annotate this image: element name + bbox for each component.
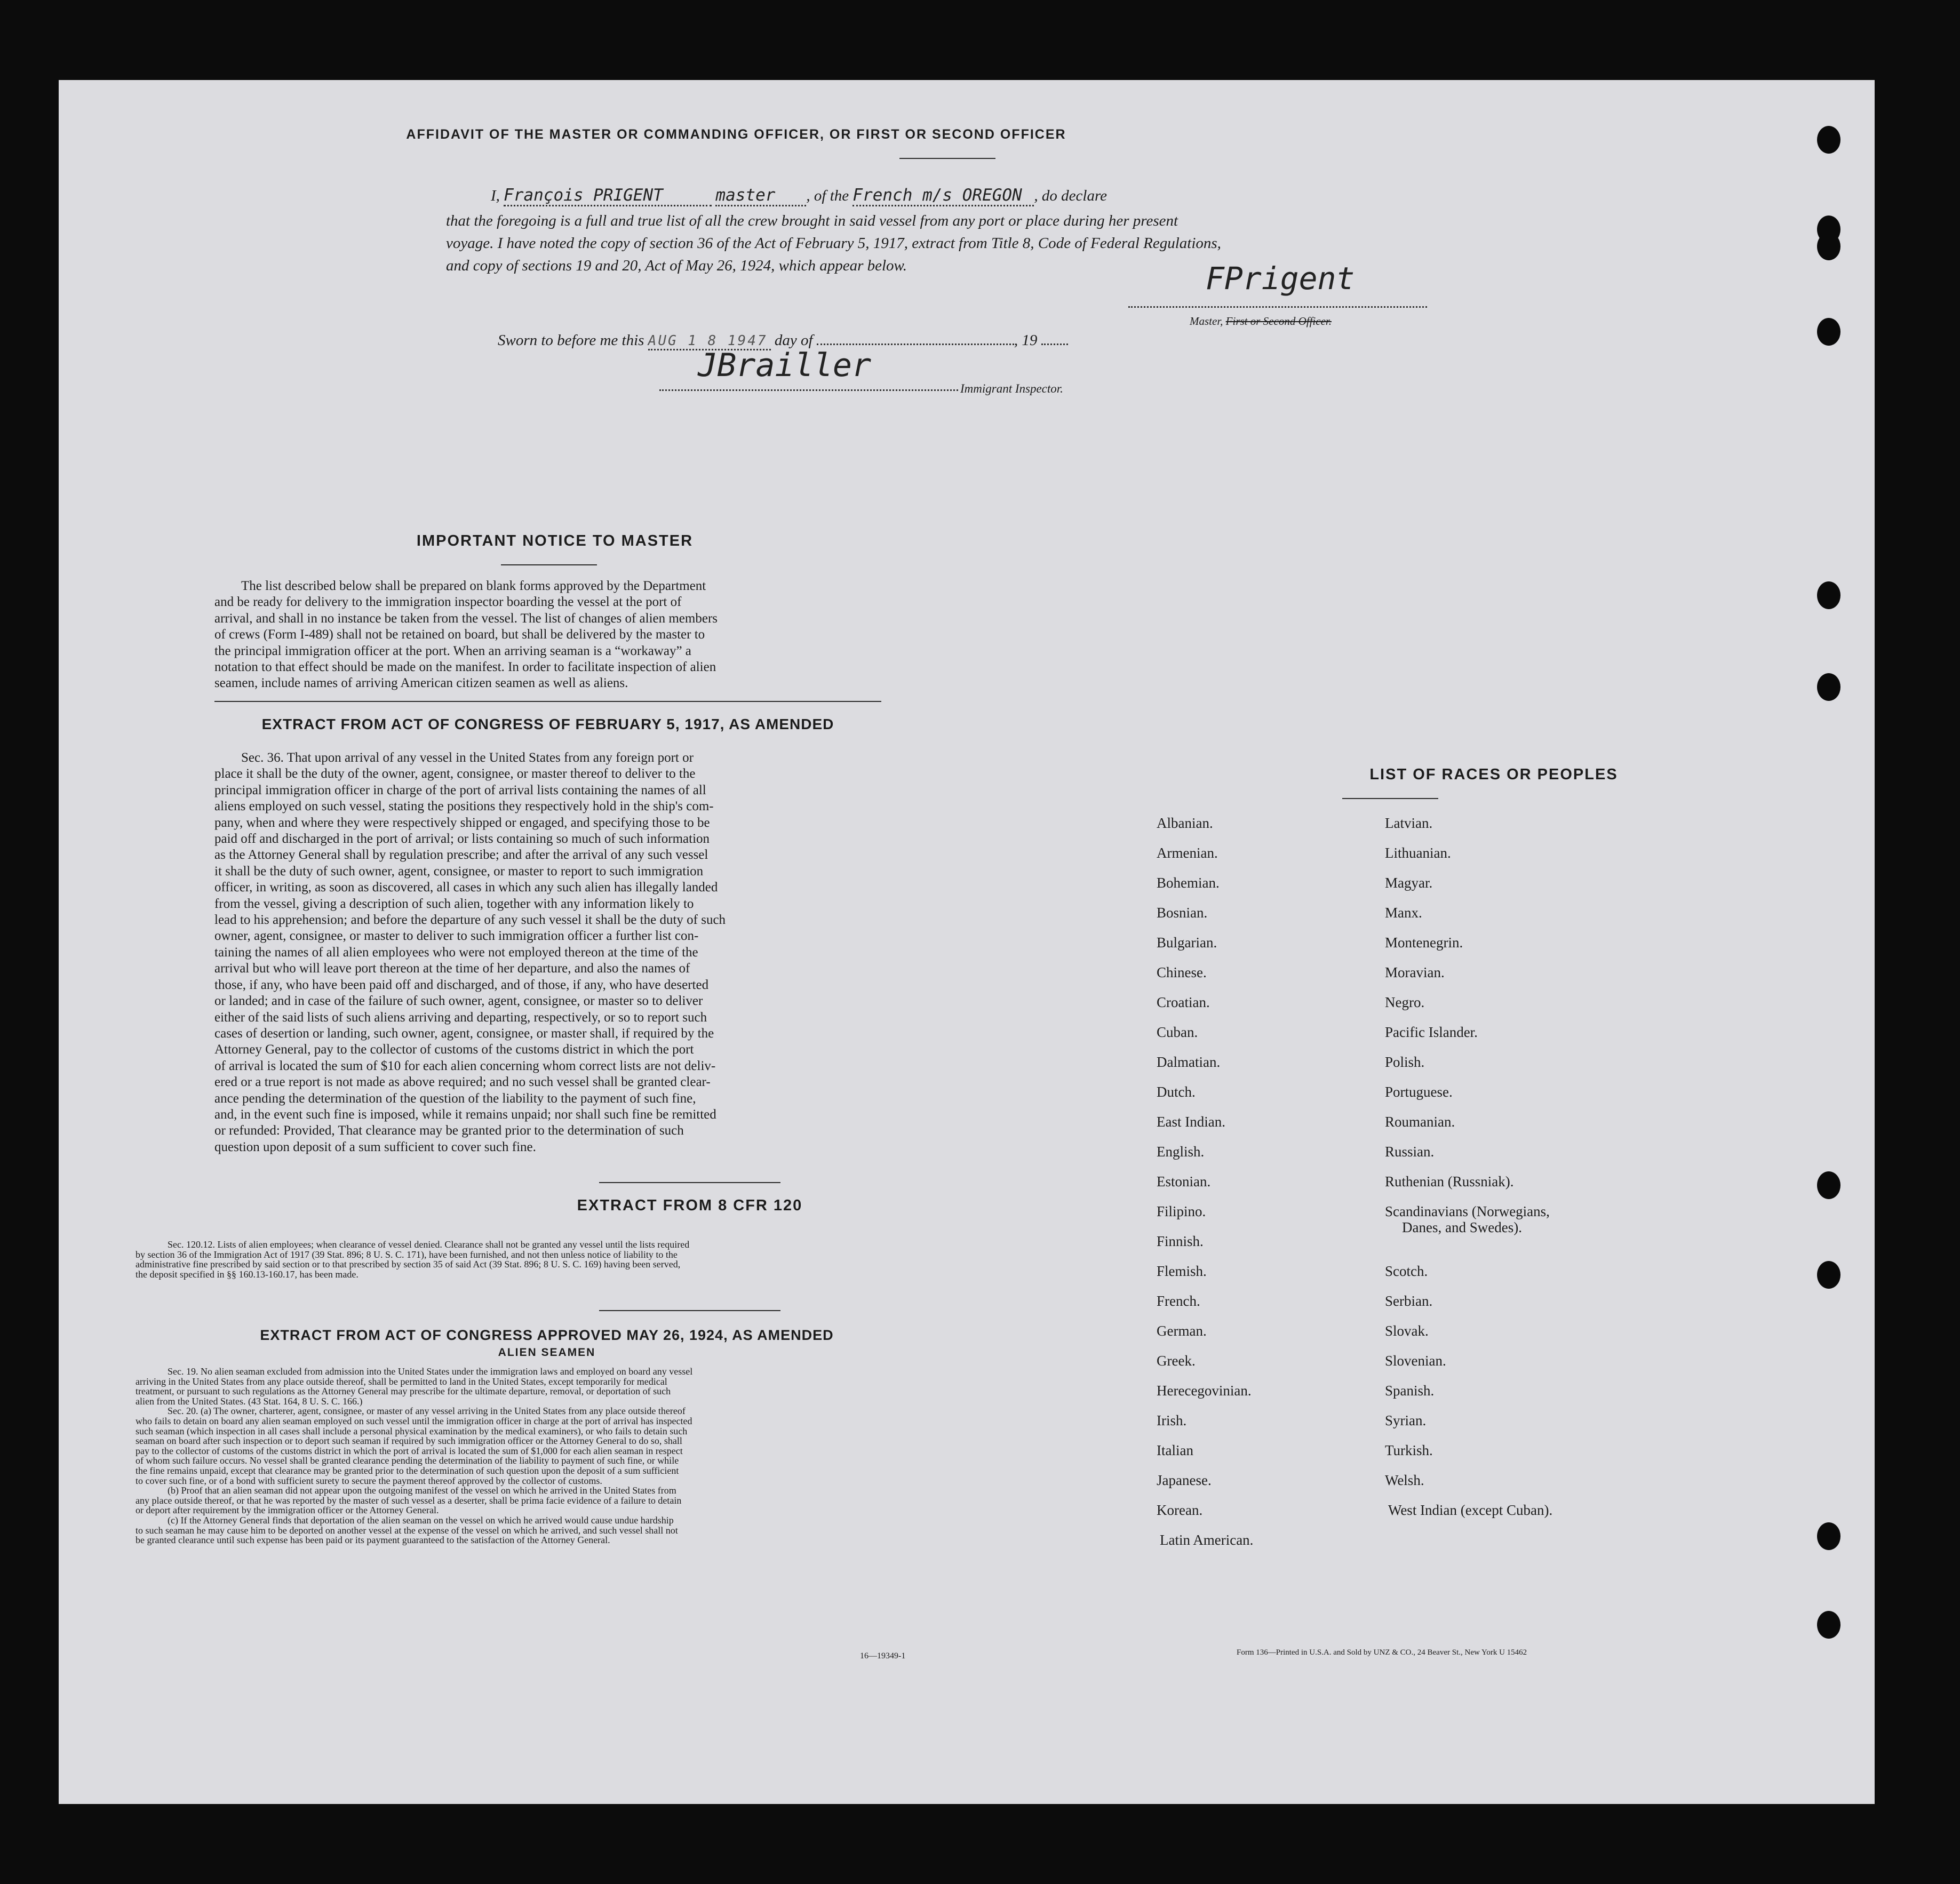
extract-1917-line: ance pending the determination of the question of the liability to the payment of such fine, xyxy=(214,1091,696,1106)
extract-1917-line: arrival but who will leave port thereon at the time of her departure, and also the names of xyxy=(214,961,690,976)
extract-1917-line: officer, in writing, as soon as discovered, all cases in which any such alien has illegally landed xyxy=(214,880,718,895)
race-item: Finnish. xyxy=(1157,1233,1204,1249)
extract-1924-line: (c) If the Attorney General finds that deportation of the alien seaman on the vessel on which he arrived would cause undue hardship xyxy=(168,1514,674,1526)
master-name-field[interactable]: François PRIGENT xyxy=(504,186,712,206)
extract-1917-line: cases of desertion or landing, such owner, agent, consignee, or master shall, if required by the xyxy=(214,1026,714,1041)
punch-hole xyxy=(1817,126,1841,154)
race-item: Latin American. xyxy=(1160,1532,1254,1548)
race-item: Portuguese. xyxy=(1385,1084,1453,1100)
extract-1917-line: pany, when and where they were respectively shipped or engaged, and specifying those to be xyxy=(214,815,710,830)
extract-1924-line: Sec. 19. No alien seaman excluded from admission into the United States under the immigration laws and employed on board any vessel xyxy=(168,1366,693,1377)
cfr-title: EXTRACT FROM 8 CFR 120 xyxy=(577,1197,803,1214)
race-item: Manx. xyxy=(1385,905,1422,921)
race-item: Ruthenian (Russniak). xyxy=(1385,1173,1514,1190)
affidavit-title: AFFIDAVIT OF THE MASTER OR COMMANDING OFFICER, OR FIRST OR SECOND OFFICER xyxy=(406,127,1066,142)
extract-1924-line: the fine remains unpaid, except that clearance may be granted prior to the determination of such question upon the deposit of a sum sufficient xyxy=(136,1465,679,1476)
extract-1917-line: aliens employed on such vessel, stating the positions they respectively hold in the ship's com- xyxy=(214,799,714,814)
race-item: Polish. xyxy=(1385,1054,1425,1070)
extract-1917-line: from the vessel, giving a description of such alien, together with any information likely to xyxy=(214,896,694,911)
race-item: Japanese. xyxy=(1157,1472,1212,1488)
vessel-field[interactable] xyxy=(852,186,1034,206)
extract-1917-line: as the Attorney General shall by regulation prescribe; and after the arrival of any such vessel xyxy=(214,848,708,863)
race-item: Pacific Islander. xyxy=(1385,1024,1478,1040)
races-title: LIST OF RACES OR PEOPLES xyxy=(1369,766,1618,783)
punch-hole xyxy=(1817,673,1841,701)
cfr-line: administrative fine prescribed by said section or to that prescribed by section 35 of said Act (39 Stat. 896; 8 U. S. C. 169) having been served, xyxy=(136,1259,681,1270)
extract-1917-line: of arrival is located the sum of $10 for each alien concerning whom correct lists are not deliv- xyxy=(214,1058,716,1073)
form-page xyxy=(59,80,1875,1804)
notice-line: and be ready for delivery to the immigration inspector boarding the vessel at the port of xyxy=(214,595,682,610)
race-item: Lithuanian. xyxy=(1385,845,1451,861)
extract-1917-line: it shall be the duty of such owner, agent, consignee, or master to report to such immigration xyxy=(214,864,704,879)
extract-1917-line: those, if any, who have been paid off and discharged, and of those, if any, who have deserted xyxy=(214,977,709,992)
notice-line: seamen, include names of arriving American citizen seamen as well as aliens. xyxy=(214,676,628,691)
extract-1924-line: or deport after requirement by the immigration officer or the Attorney General. xyxy=(136,1505,439,1516)
extract-1924-line: seaman on board after such inspection or to deport such seaman if required by such immigration officer or the Attorney General to do so, shall xyxy=(136,1435,682,1447)
race-item: Scandinavians (Norwegians, xyxy=(1385,1203,1550,1219)
vessel-type: m/s xyxy=(922,186,953,205)
race-item: Chinese. xyxy=(1157,964,1207,980)
notice-title-rule xyxy=(501,564,597,565)
race-item: Slovak. xyxy=(1385,1323,1429,1339)
extract-1917-line: question upon deposit of a sum sufficient to cover such fine. xyxy=(214,1139,536,1154)
race-item: Cuban. xyxy=(1157,1024,1198,1040)
vessel-nationality: French xyxy=(852,186,913,205)
race-item: Bohemian. xyxy=(1157,875,1220,891)
do-declare-label: , do declare xyxy=(1034,187,1108,204)
race-item: Danes, and Swedes). xyxy=(1402,1219,1522,1235)
race-item: Korean. xyxy=(1157,1502,1203,1518)
declaration-line-2: that the foregoing is a full and true list of all the crew brought in said vessel from any port or place during her present xyxy=(446,212,1178,229)
race-item: German. xyxy=(1157,1323,1207,1339)
extract-1924-line: of whom such failure occurs. No vessel shall be granted clearance pending the determination of the liability to payment of such fine, or while xyxy=(136,1455,679,1466)
declaration-line-4: and copy of sections 19 and 20, Act of May 26, 1924, which appear below. xyxy=(446,257,907,274)
extract-1924-top-rule xyxy=(599,1310,780,1311)
extract-1924-line: to such seaman he may cause him to be deported on another vessel at the expense of the vessel on which he arrived, and such vessel shall not xyxy=(136,1524,678,1536)
inspector-signature: JBrailler xyxy=(698,347,872,384)
race-item: Magyar. xyxy=(1385,875,1433,891)
extract-1917-line: Attorney General, pay to the collector of customs of the customs district in which the port xyxy=(214,1042,694,1057)
day-of-field[interactable] xyxy=(817,344,1014,345)
race-item: Dutch. xyxy=(1157,1084,1196,1100)
day-of-label: day of xyxy=(774,332,813,349)
extract-1917-body xyxy=(214,750,881,1155)
race-item: Serbian. xyxy=(1385,1293,1433,1309)
master-signature: FPrigent xyxy=(1206,260,1355,297)
race-item: Syrian. xyxy=(1385,1412,1427,1428)
cfr-body xyxy=(136,1240,968,1279)
extract-1924-line: to cover such fine, or of a bond with sufficient surety to secure the payment thereof approved by the collector of customs. xyxy=(136,1475,602,1486)
extract-1924-subtitle: ALIEN SEAMEN xyxy=(498,1346,596,1359)
punch-hole xyxy=(1817,581,1841,609)
extract-1924-line: (b) Proof that an alien seaman did not appear upon the outgoing manifest of the vessel on which he arrived in the United States from xyxy=(168,1485,676,1496)
extract-1924-line: alien from the United States. (43 Stat. 164, 8 U. S. C. 166.) xyxy=(136,1395,363,1407)
race-item: Roumanian. xyxy=(1385,1114,1455,1130)
printer-line: Form 136—Printed in U.S.A. and Sold by UNZ & CO., 24 Beaver St., New York U 15462 xyxy=(1237,1648,1527,1657)
race-item: Greek. xyxy=(1157,1353,1196,1369)
race-item: Turkish. xyxy=(1385,1442,1433,1458)
race-item: Russian. xyxy=(1385,1144,1435,1160)
vessel-name: OREGON xyxy=(962,186,1022,205)
punch-hole xyxy=(1817,1611,1841,1639)
extract-1917-line: taining the names of all alien employees who were not employed thereon at the time of the xyxy=(214,945,698,960)
inspector-label: Immigrant Inspector. xyxy=(960,382,1063,395)
race-item: Spanish. xyxy=(1385,1383,1435,1399)
cfr-top-rule xyxy=(599,1182,780,1183)
extract-1924-line: arriving in the United States from any place outside thereof, shall be permitted to land in the United States, except temporarily for medical xyxy=(136,1376,667,1387)
cfr-line: the deposit specified in §§ 160.13-160.17, has been made. xyxy=(136,1268,358,1280)
extract-1924-body xyxy=(136,1367,968,1545)
race-item: Italian xyxy=(1157,1442,1193,1458)
extract-1924-line: Sec. 20. (a) The owner, charterer, agent, consignee, or master of any vessel arriving in the United States from any place outside thereof xyxy=(168,1406,686,1417)
extract-1917-line: paid off and discharged in the port of arrival; or lists containing so much of such information xyxy=(214,832,710,847)
extract-1924-line: treatment, or pursuant to such regulations as the Attorney General may prescribe for the ultimate departure, removal, or deportation of such xyxy=(136,1386,671,1397)
notice-line: the principal immigration officer at the port. When an arriving seaman is a “workaway” a xyxy=(214,643,691,658)
extract-1917-title: EXTRACT FROM ACT OF CONGRESS OF FEBRUARY 5, 1917, AS AMENDED xyxy=(261,716,834,732)
races-title-rule xyxy=(1342,798,1438,799)
cfr-line: by section 36 of the Immigration Act of 1917 (39 Stat. 896; 8 U. S. C. 171), have been furnished, and not then unless notice of liability to the xyxy=(136,1249,678,1260)
caption-struck: First or Second Officer. xyxy=(1225,315,1332,328)
extract-1917-line: either of the said lists of such aliens arriving and departing, respectively, or so to report such xyxy=(214,1010,707,1025)
notice-body xyxy=(214,578,881,692)
sworn-label: Sworn to before me this xyxy=(498,332,644,349)
declaration-line-3: voyage. I have noted the copy of section 36 of the Act of February 5, 1917, extract from Title 8, Code of Federal Regulations, xyxy=(446,235,1221,252)
extract-1924-line: any place outside thereof, or that he was reported by the master of such vessel as a deserter, shall be prima facie evidence of a failure to detain xyxy=(136,1495,682,1506)
notice-line: arrival, and shall in no instance be taken from the vessel. The list of changes of alien members xyxy=(214,611,718,626)
race-item: Bosnian. xyxy=(1157,905,1208,921)
declaration-line-1 xyxy=(491,186,1107,206)
extract-1924-title: EXTRACT FROM ACT OF CONGRESS APPROVED MAY 26, 1924, AS AMENDED xyxy=(260,1327,834,1343)
race-item: Montenegrin. xyxy=(1385,935,1463,951)
rank-field[interactable]: master xyxy=(715,186,806,206)
signature-line[interactable] xyxy=(1128,306,1427,308)
race-item: Slovenian. xyxy=(1385,1353,1446,1369)
punch-hole xyxy=(1817,233,1841,260)
race-item: Estonian. xyxy=(1157,1173,1211,1190)
extract-1917-line: lead to his apprehension; and before the departure of any such vessel it shall be the duty of such xyxy=(214,913,726,928)
extract-1917-top-rule xyxy=(214,701,881,702)
race-item: Scotch. xyxy=(1385,1263,1428,1279)
race-item: Dalmatian. xyxy=(1157,1054,1221,1070)
extract-1917-line: or refunded: Provided, That clearance may be granted prior to the determination of such xyxy=(214,1123,684,1138)
sworn-date-stamp[interactable]: AUG 1 8 1947 xyxy=(648,333,771,350)
race-item: Irish. xyxy=(1157,1412,1187,1428)
notice-line: notation to that effect should be made on the manifest. In order to facilitate inspection of alien xyxy=(214,660,716,675)
extract-1917-line: and, in the event such fine is imposed, while it remains unpaid; nor shall such fine be remitted xyxy=(214,1107,716,1122)
notice-line: of crews (Form I-489) shall not be retained on board, but shall be delivered by the master to xyxy=(214,627,705,642)
punch-hole xyxy=(1817,1171,1841,1199)
race-item: Moravian. xyxy=(1385,964,1445,980)
race-item: Croatian. xyxy=(1157,994,1210,1010)
extract-1917-line: owner, agent, consignee, or master to deliver to such immigration officer a further list con- xyxy=(214,929,699,944)
punch-hole xyxy=(1817,1261,1841,1289)
extract-1924-line: who fails to detain on board any alien seaman employed on such vessel until the immigration officer in charge at the port of arrival has inspected xyxy=(136,1415,692,1426)
signature-caption xyxy=(1190,315,1332,328)
race-item: Albanian. xyxy=(1157,815,1213,831)
caption-master: Master, xyxy=(1190,315,1223,328)
race-item: Herecegovinian. xyxy=(1157,1383,1252,1399)
form-code: 16—19349-1 xyxy=(860,1651,906,1661)
extract-1917-line: principal immigration officer in charge of the port of arrival lists containing the names of all xyxy=(214,783,706,797)
race-item: Latvian. xyxy=(1385,815,1433,831)
extract-1924-line: such seaman (which inspection in all cases shall include a personal physical examination by the medical examiners), or who fails to detain such xyxy=(136,1425,688,1436)
punch-hole xyxy=(1817,318,1841,346)
year-field[interactable] xyxy=(1041,344,1068,345)
race-item: Flemish. xyxy=(1157,1263,1207,1279)
of-the-label: , of the xyxy=(806,187,849,204)
extract-1924-line: pay to the collector of customs of the customs district in which the port of arrival is located the sum of $1,000 for each alien seaman in respect xyxy=(136,1445,683,1456)
extract-1917-line: or landed; and in case of the failure of such owner, agent, consignee, or master so to deliver xyxy=(214,994,703,1009)
inspector-signature-line[interactable] xyxy=(659,389,958,391)
extract-1917-line: ered or a true report is not made as above required; and no such vessel shall be granted clear- xyxy=(214,1075,711,1090)
race-item: Bulgarian. xyxy=(1157,935,1217,951)
year-prefix: , 19 xyxy=(1014,332,1038,349)
race-item: Welsh. xyxy=(1385,1472,1424,1488)
punch-hole xyxy=(1817,1522,1841,1550)
race-item: Negro. xyxy=(1385,994,1425,1010)
extract-1917-line: place it shall be the duty of the owner, agent, consignee, or master thereof to deliver to the xyxy=(214,767,696,781)
extract-1924-line: be granted clearance until such expense has been paid or its payment guaranteed to the satisfaction of the Attorney General. xyxy=(136,1535,610,1546)
race-item: East Indian. xyxy=(1157,1114,1225,1130)
race-item: French. xyxy=(1157,1293,1200,1309)
i-label: I, xyxy=(491,187,500,204)
race-item: Armenian. xyxy=(1157,845,1218,861)
title-rule xyxy=(899,158,995,159)
cfr-line: Sec. 120.12. Lists of alien employees; when clearance of vessel denied. Clearance shall not be granted any vessel until the lists required xyxy=(168,1239,690,1250)
notice-title: IMPORTANT NOTICE TO MASTER xyxy=(416,532,694,549)
race-item: English. xyxy=(1157,1144,1205,1160)
race-item: Filipino. xyxy=(1157,1203,1206,1219)
race-item: West Indian (except Cuban). xyxy=(1388,1502,1553,1518)
notice-line: The list described below shall be prepared on blank forms approved by the Department xyxy=(241,579,706,593)
extract-1917-line: Sec. 36. That upon arrival of any vessel in the United States from any foreign port or xyxy=(241,751,694,765)
